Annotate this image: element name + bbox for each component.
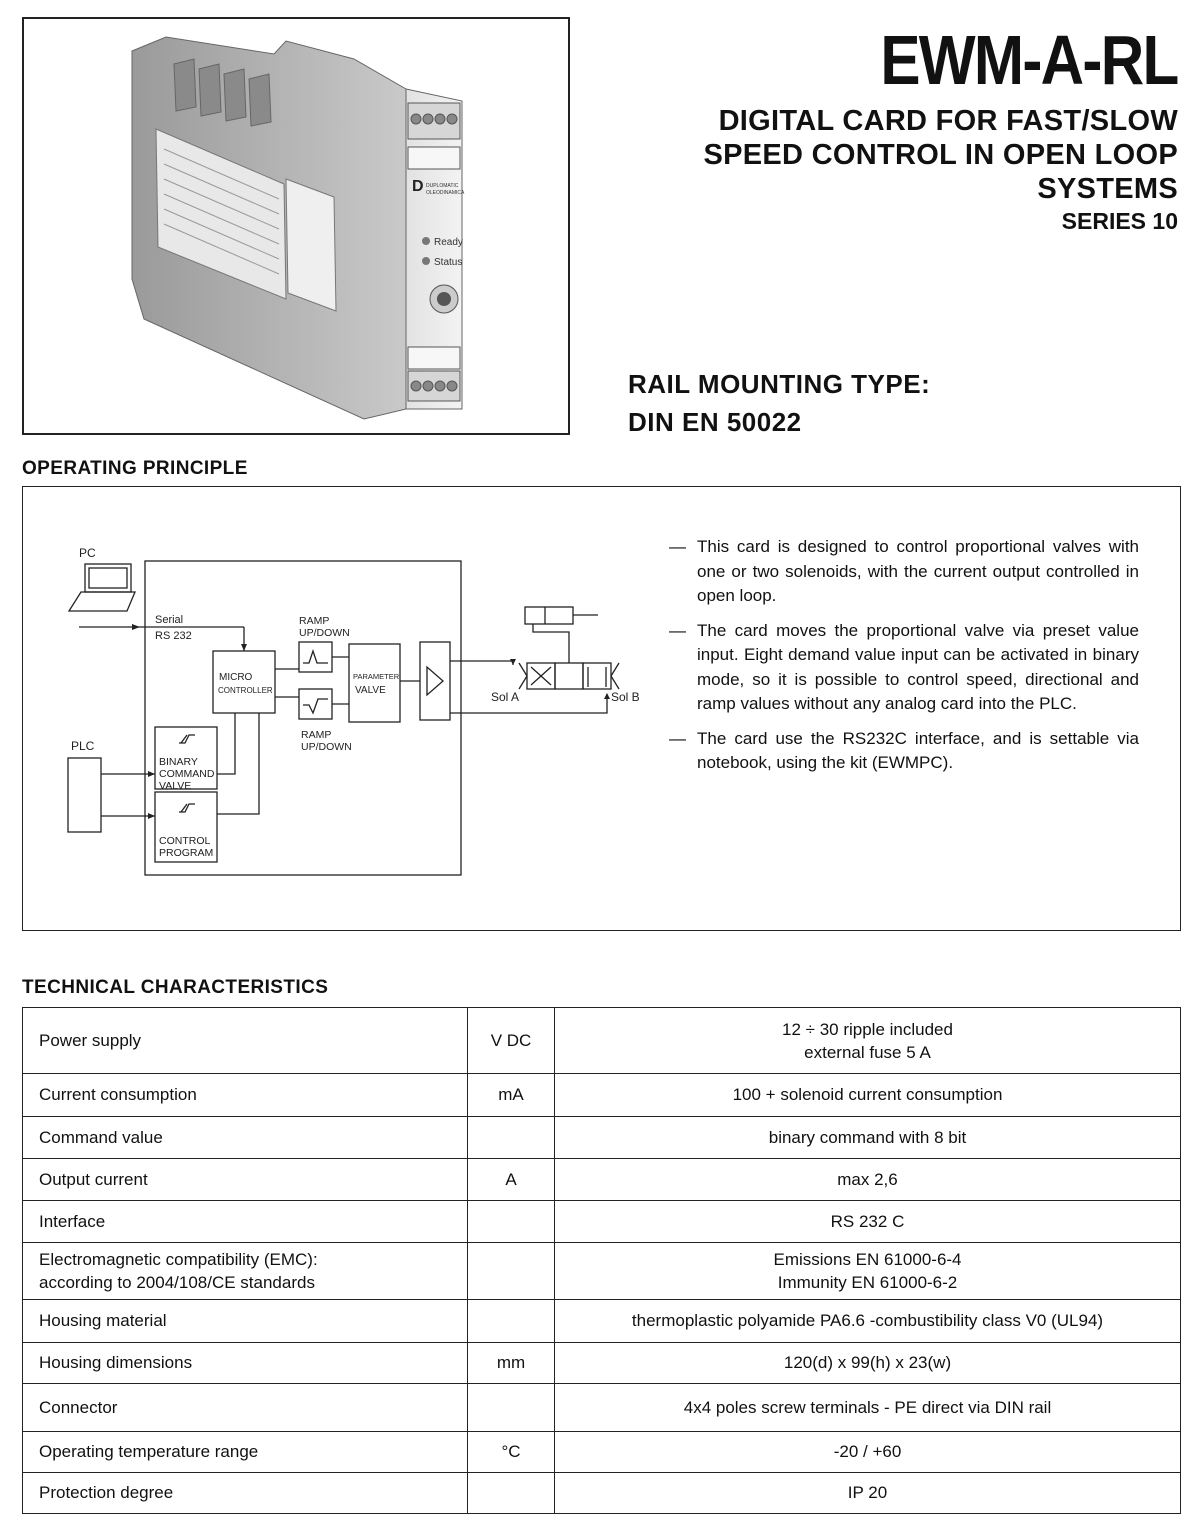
- table-row: [23, 1159, 1181, 1201]
- svg-text:RAMP: RAMP: [299, 615, 330, 627]
- product-photo: [22, 17, 570, 435]
- operating-principle-box: [22, 486, 1181, 931]
- svg-text:UP/DOWN: UP/DOWN: [299, 627, 350, 639]
- svg-text:PARAMETER: PARAMETER: [353, 672, 400, 681]
- unit-cell: V DC: [468, 1008, 555, 1074]
- param-cell: Connector: [23, 1384, 468, 1432]
- value-cell: thermoplastic polyamide PA6.6 -combustibility class V0 (UL94): [555, 1300, 1181, 1343]
- series-label: SERIES 10: [1061, 208, 1178, 234]
- svg-text:UP/DOWN: UP/DOWN: [301, 741, 352, 753]
- table-row: [23, 1343, 1181, 1384]
- svg-text:COMMAND: COMMAND: [159, 768, 215, 780]
- unit-cell: [468, 1473, 555, 1514]
- bullet-dash: —: [669, 620, 686, 640]
- unit-cell: [468, 1117, 555, 1159]
- unit-cell: mm: [468, 1343, 555, 1384]
- unit-cell: [468, 1300, 555, 1343]
- svg-text:RAMP: RAMP: [301, 729, 332, 741]
- unit-cell: [468, 1201, 555, 1243]
- svg-text:Sol B: Sol B: [611, 690, 640, 704]
- bullet-text: The card moves the proportional valve via preset value input. Eight demand value input can be activated in binary mode, so it is possible to control speed, directional and ramp values without any analog card into the PLC.: [697, 620, 1139, 713]
- subtitle: [703, 104, 1178, 206]
- param-cell: Housing material: [23, 1300, 468, 1343]
- unit-cell: A: [468, 1159, 555, 1201]
- svg-text:CONTROLLER: CONTROLLER: [218, 686, 273, 695]
- rail-mounting-line: RAIL MOUNTING TYPE:: [628, 369, 931, 399]
- svg-text:Ready: Ready: [434, 237, 463, 248]
- svg-text:PROGRAM: PROGRAM: [159, 847, 214, 859]
- svg-text:Serial: Serial: [155, 614, 184, 626]
- technical-table: [22, 1007, 1181, 1514]
- table-row: [23, 1074, 1181, 1117]
- param-cell: Interface: [23, 1201, 468, 1243]
- table-row: [23, 1384, 1181, 1432]
- rail-mounting: [628, 365, 930, 441]
- value-cell: 4x4 poles screw terminals - PE direct via DIN rail: [555, 1384, 1181, 1432]
- param-cell: Output current: [23, 1159, 468, 1201]
- table-row: [23, 1201, 1181, 1243]
- rail-mounting-standard: DIN EN 50022: [628, 407, 802, 437]
- svg-text:Sol A: Sol A: [491, 690, 520, 704]
- value-cell: max 2,6: [555, 1159, 1181, 1201]
- svg-text:DUPLOMATIC: DUPLOMATIC: [426, 183, 459, 189]
- value-cell: IP 20: [555, 1473, 1181, 1514]
- pc-icon: [69, 564, 135, 611]
- svg-text:CONTROL: CONTROL: [159, 835, 211, 847]
- bullet-text: This card is designed to control proportional valves with one or two solenoids, with the current output controlled in open loop.: [697, 537, 1139, 605]
- param-cell: Power supply: [23, 1008, 468, 1074]
- title-block: [703, 22, 1178, 235]
- subtitle-line: DIGITAL CARD FOR FAST/SLOW: [718, 105, 1178, 137]
- model-name: EWM-A-RL: [880, 21, 1178, 99]
- svg-text:PC: PC: [79, 546, 96, 560]
- bullet-item: [669, 619, 1139, 717]
- unit-cell: mA: [468, 1074, 555, 1117]
- bullet-dash: —: [669, 728, 686, 748]
- value-cell: binary command with 8 bit: [555, 1117, 1181, 1159]
- svg-text:D: D: [412, 178, 424, 195]
- svg-text:PLC: PLC: [71, 739, 95, 753]
- bullet-dash: —: [669, 537, 686, 556]
- param-cell: Electromagnetic compatibility (EMC): according to 2004/108/CE standards: [23, 1243, 468, 1300]
- svg-text:BINARY: BINARY: [159, 756, 198, 768]
- svg-text:RS 232: RS 232: [155, 630, 192, 642]
- bullet-item: [669, 535, 1139, 609]
- param-cell: Housing dimensions: [23, 1343, 468, 1384]
- value-cell: -20 / +60: [555, 1432, 1181, 1473]
- param-cell: Protection degree: [23, 1473, 468, 1514]
- unit-cell: [468, 1243, 555, 1300]
- operating-principle-heading: OPERATING PRINCIPLE: [22, 458, 248, 479]
- description-bullets: [669, 535, 1139, 786]
- subtitle-line: SYSTEMS: [1037, 173, 1178, 205]
- technical-heading: TECHNICAL CHARACTERISTICS: [22, 977, 329, 998]
- bullet-item: [669, 727, 1139, 776]
- svg-text:VALVE: VALVE: [355, 685, 386, 696]
- unit-cell: [468, 1384, 555, 1432]
- din-rail-module-illustration: [24, 19, 572, 437]
- table-row: [23, 1117, 1181, 1159]
- value-cell: 120(d) x 99(h) x 23(w): [555, 1343, 1181, 1384]
- param-cell: Operating temperature range: [23, 1432, 468, 1473]
- unit-cell: °C: [468, 1432, 555, 1473]
- param-cell: Current consumption: [23, 1074, 468, 1117]
- value-cell: RS 232 C: [555, 1201, 1181, 1243]
- table-row: [23, 1243, 1181, 1300]
- table-row: [23, 1432, 1181, 1473]
- table-row: [23, 1473, 1181, 1514]
- table-row: [23, 1008, 1181, 1074]
- value-cell: Emissions EN 61000-6-4 Immunity EN 61000-6-2: [555, 1243, 1181, 1300]
- svg-text:VALVE: VALVE: [159, 780, 192, 792]
- svg-text:MICRO: MICRO: [219, 672, 253, 683]
- table-row: [23, 1300, 1181, 1343]
- param-cell: Command value: [23, 1117, 468, 1159]
- bullet-text: The card use the RS232C interface, and is settable via notebook, using the kit (EWMPC).: [697, 728, 1139, 772]
- subtitle-line: SPEED CONTROL IN OPEN LOOP: [703, 139, 1178, 171]
- svg-text:OLEODINAMICA: OLEODINAMICA: [426, 190, 465, 196]
- svg-text:Status: Status: [434, 257, 463, 268]
- value-cell: 100 + solenoid current consumption: [555, 1074, 1181, 1117]
- value-cell: 12 ÷ 30 ripple included external fuse 5 A: [555, 1008, 1181, 1074]
